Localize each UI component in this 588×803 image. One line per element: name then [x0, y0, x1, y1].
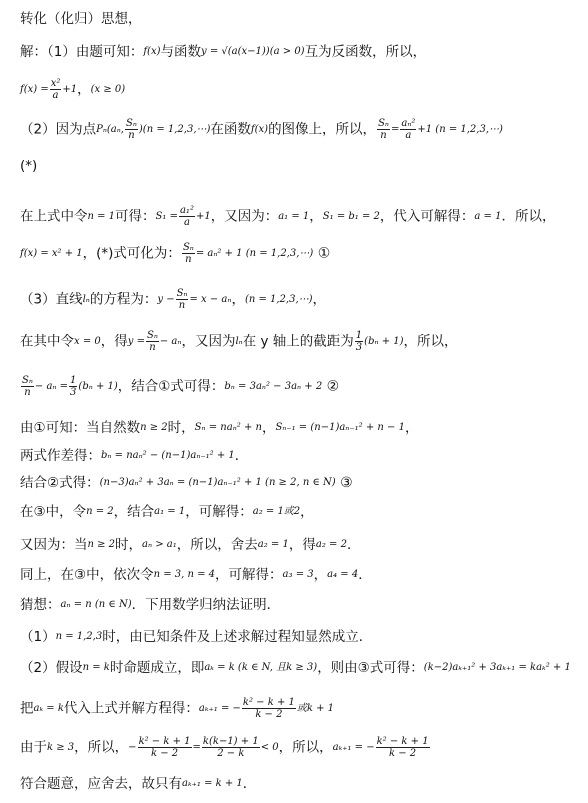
math-expression: k ≥ 3 — [47, 741, 75, 753]
text-segment: ，得 — [100, 333, 128, 350]
math-expression: S₁ = — [155, 210, 178, 222]
math-expression: (n−3)aₙ² + 3aₙ = (n−1)aₙ₋₁² + 1 (n ≥ 2, n ∈ N) — [99, 477, 336, 488]
text-line — [20, 503, 314, 521]
math-expression: a₂ = 1 — [257, 539, 289, 550]
math-expression: +1 — [195, 210, 211, 222]
fraction — [400, 118, 416, 141]
math-expression: (bₙ + 1) — [364, 335, 404, 347]
numerator: Sₙ — [176, 288, 188, 299]
text-segment: 在其中令 — [20, 333, 74, 350]
text-segment: 符合题意，应舍去，故只有 — [20, 776, 182, 792]
text-line — [20, 536, 360, 554]
text-line — [20, 43, 426, 61]
text-segment: 互为反函数，所以， — [304, 44, 427, 60]
text-segment: 解：（1）由题可知： — [20, 44, 144, 60]
text-segment: 的图像上，所以， — [268, 121, 377, 138]
math-expression: a = 1 — [474, 210, 502, 222]
numerator: Sₙ — [22, 375, 33, 386]
denominator: k − 2 — [389, 748, 417, 759]
text-segment: ．下用数学归纳法证明． — [131, 597, 281, 613]
fraction — [138, 736, 192, 759]
text-segment: ．所以， — [501, 208, 556, 225]
math-expression: n ≥ 2 — [140, 422, 168, 433]
text-segment: ，所以， — [278, 739, 333, 756]
text-segment: 在函数 — [210, 121, 251, 138]
math-expression: aₖ₊₁ = − — [198, 702, 241, 714]
numerator: a₁² — [179, 205, 194, 216]
text-segment: ， — [313, 567, 328, 583]
math-expression: n ≥ 2 — [87, 539, 116, 550]
math-expression: a₃ = 3 — [282, 569, 314, 580]
text-segment: 时，由已知条件及上述求解过程知显然成立． — [102, 629, 373, 645]
math-expression: f(x) — [143, 46, 161, 57]
text-segment: ，(*)式可化为： — [82, 245, 181, 262]
text-segment: ，结合①式可得： — [117, 378, 225, 395]
denominator: 3 — [355, 342, 363, 353]
math-expression: n = 1,2,3 — [55, 631, 103, 642]
text-segment: ， — [231, 291, 245, 308]
denominator: n — [128, 130, 135, 141]
text-line — [20, 697, 334, 720]
text-segment: 由于 — [20, 739, 47, 756]
text-segment: 时， — [115, 537, 143, 553]
denominator: a — [52, 90, 59, 101]
text-line — [20, 596, 280, 614]
fraction — [146, 330, 159, 353]
math-expression: f(x) — [250, 123, 269, 135]
fraction — [179, 205, 195, 228]
text-line — [20, 736, 431, 759]
numerator: Sₙ — [378, 118, 389, 129]
text-segment: ，所以，舍去 — [176, 537, 258, 553]
text-line — [20, 10, 142, 28]
denominator: n — [380, 130, 387, 141]
fraction — [182, 242, 195, 265]
denominator: n — [185, 254, 192, 265]
text-segment: 与函数 — [160, 44, 201, 60]
text-segment: 可得： — [115, 208, 156, 225]
denominator: 2 − k — [217, 748, 245, 759]
text-segment: 两式作差得： — [20, 448, 101, 464]
text-segment: ，代入可解得： — [379, 208, 475, 225]
text-segment: ，则由③式可得： — [317, 660, 424, 676]
text-line — [20, 566, 372, 584]
text-segment: 猜想： — [20, 597, 61, 613]
text-line — [20, 775, 256, 793]
fraction — [202, 736, 260, 759]
math-expression: Sₙ = naₙ² + n — [194, 422, 262, 433]
text-segment: ． — [346, 537, 361, 553]
text-segment: 时， — [167, 420, 195, 436]
denominator: k − 2 — [150, 748, 179, 759]
math-expression: − aₙ — [159, 335, 182, 347]
math-expression: = aₙ² + 1 (n = 1,2,3,⋯) — [195, 247, 314, 259]
math-expression: (n = 1,2,3,⋯) — [244, 293, 313, 305]
text-segment: 又因为：当 — [20, 537, 88, 553]
numerator: Sₙ — [125, 118, 137, 129]
text-segment: 同上，在③中，依次令 — [20, 567, 154, 583]
fraction — [176, 288, 189, 311]
text-segment: ， — [261, 420, 276, 436]
text-line — [20, 288, 326, 311]
text-segment: ，结合 — [113, 504, 155, 520]
text-segment: 在 y 轴上的截距为 — [242, 333, 354, 350]
math-expression: a₂ = 1或2 — [252, 506, 301, 517]
math-expression: lₙ — [235, 335, 243, 347]
text-segment: （2）假设 — [20, 660, 83, 676]
equation-label: ③ — [335, 475, 353, 491]
text-segment: ， — [312, 291, 327, 308]
text-segment: 在上式中令 — [20, 208, 88, 225]
math-expression: lₙ — [82, 293, 90, 305]
math-expression: = — [390, 123, 400, 135]
fraction — [355, 330, 363, 353]
numerator: 1 — [355, 330, 363, 341]
math-expression: aₖ₊₁ = k + 1 — [182, 778, 243, 789]
math-expression: y − — [157, 293, 175, 305]
text-line — [20, 205, 555, 228]
math-expression: a₁ = 1 — [278, 210, 310, 222]
math-expression: (bₙ + 1) — [78, 380, 118, 392]
math-expression: (n = 1,2,3,⋯) — [142, 123, 211, 135]
text-segment: （1） — [20, 629, 56, 645]
math-expression: a₂ = 2 — [315, 539, 347, 550]
numerator: k(k−1) + 1 — [202, 736, 259, 747]
text-line — [20, 157, 37, 175]
math-expression: aₙ > a₁ — [142, 539, 177, 550]
math-expression: bₙ = naₙ² − (n−1)aₙ₋₁² + 1 — [101, 450, 235, 461]
text-segment: 由①可知：当自然数 — [20, 420, 141, 436]
math-expression: aₙ = n (n ∈ N) — [60, 599, 132, 610]
math-expression: aₖ = k — [33, 702, 64, 714]
math-expression: a₄ = 4 — [327, 569, 359, 580]
text-segment: 结合②式得： — [20, 475, 100, 491]
math-expression: y = √(a(x−1)) — [201, 46, 270, 57]
fraction — [21, 375, 34, 398]
math-expression: (k−2)aₖ₊₁² + 3aₖ₊₁ = kaₖ² + 1 — [423, 662, 571, 673]
fraction — [125, 118, 138, 141]
text-line — [20, 628, 372, 646]
math-expression: = — [192, 741, 201, 753]
text-segment: 转化（化归）思想， — [20, 11, 142, 27]
text-segment: 时命题成立，即 — [109, 660, 205, 676]
math-expression: n = 1 — [87, 210, 116, 222]
math-expression: ) — [138, 123, 143, 135]
math-expression: 或k + 1 — [296, 702, 335, 714]
text-segment: (*) — [20, 158, 38, 174]
text-line — [20, 330, 458, 353]
math-expression: aₖ₊₁ = − — [332, 741, 375, 753]
text-line — [20, 447, 248, 465]
text-segment: ． — [358, 567, 372, 583]
text-segment: ， — [300, 504, 314, 520]
denominator: n — [178, 300, 186, 311]
text-segment: 的方程为： — [89, 291, 158, 308]
text-segment: ，又因为 — [181, 333, 236, 350]
math-expression: < 0 — [260, 741, 279, 753]
text-segment: ，可解得： — [215, 567, 283, 583]
fraction — [376, 736, 430, 759]
text-segment: ，所以， — [403, 333, 458, 350]
text-line — [20, 419, 418, 437]
text-segment: ，得 — [288, 537, 316, 553]
text-segment: 在③中，令 — [20, 504, 87, 520]
math-expression: bₙ = 3aₙ² − 3aₙ + 2 — [224, 380, 323, 392]
math-expression: n = 2 — [86, 506, 114, 517]
math-expression: n = 3, n = 4 — [153, 569, 216, 580]
math-expression: f(x) = — [20, 83, 49, 95]
numerator: k² − k + 1 — [138, 736, 191, 747]
text-segment: 代入上式并解方程得： — [63, 700, 199, 717]
text-segment: ． — [234, 448, 249, 464]
denominator: k − 2 — [255, 709, 283, 720]
math-expression: S₁ = b₁ = 2 — [322, 210, 380, 222]
math-expression: n = k — [82, 662, 110, 673]
fraction — [50, 78, 62, 101]
text-segment: ， — [309, 208, 323, 225]
text-segment: （2）因为点 — [20, 121, 97, 138]
math-expression: Pₙ(aₙ, — [96, 123, 124, 135]
text-segment: ， — [77, 81, 91, 98]
text-line — [20, 118, 503, 141]
math-expression: Sₙ₋₁ = (n−1)aₙ₋₁² + n − 1 — [275, 422, 405, 433]
numerator: x² — [50, 78, 61, 89]
denominator: n — [24, 387, 31, 398]
denominator: n — [149, 342, 156, 353]
numerator: k² − k + 1 — [376, 736, 429, 747]
denominator: 3 — [70, 387, 77, 398]
math-expression: = x − aₙ — [189, 293, 232, 305]
numerator: k² − k + 1 — [242, 697, 295, 708]
numerator: aₙ² — [401, 118, 416, 129]
math-expression: a₁ = 1 — [154, 506, 186, 517]
equation-label: ① — [313, 245, 331, 262]
math-expression: − aₙ = — [34, 380, 69, 392]
math-expression: (a > 0) — [269, 46, 305, 57]
equation-label: ② — [322, 378, 340, 395]
text-segment: ，又因为： — [210, 208, 279, 225]
math-expression: (x ≥ 0) — [90, 83, 126, 95]
math-expression: x = 0 — [74, 335, 101, 347]
numerator: 1 — [70, 375, 77, 386]
fraction — [242, 697, 296, 720]
math-expression: f(x) = x² + 1 — [20, 247, 83, 259]
text-line — [20, 78, 125, 101]
math-expression: +1 — [62, 83, 78, 95]
math-expression: +1 (n = 1,2,3,⋯) — [417, 123, 503, 135]
math-expression: − — [128, 741, 137, 753]
text-segment: ， — [404, 420, 419, 436]
text-segment: （3）直线 — [20, 291, 83, 308]
math-expression: y = — [127, 335, 145, 347]
text-line — [20, 474, 353, 492]
text-segment: ，所以， — [74, 739, 129, 756]
text-segment: 把 — [20, 700, 34, 717]
denominator: a — [183, 217, 190, 228]
fraction — [377, 118, 390, 141]
text-line — [20, 375, 339, 398]
text-line — [20, 242, 330, 265]
text-segment: ． — [242, 776, 257, 792]
text-line — [20, 659, 571, 677]
text-segment: ，可解得： — [185, 504, 253, 520]
fraction — [69, 375, 77, 398]
numerator: Sₙ — [182, 242, 194, 253]
math-expression: aₖ = k (k ∈ N, 且k ≥ 3) — [204, 662, 318, 673]
numerator: Sₙ — [146, 330, 158, 341]
denominator: a — [405, 130, 412, 141]
